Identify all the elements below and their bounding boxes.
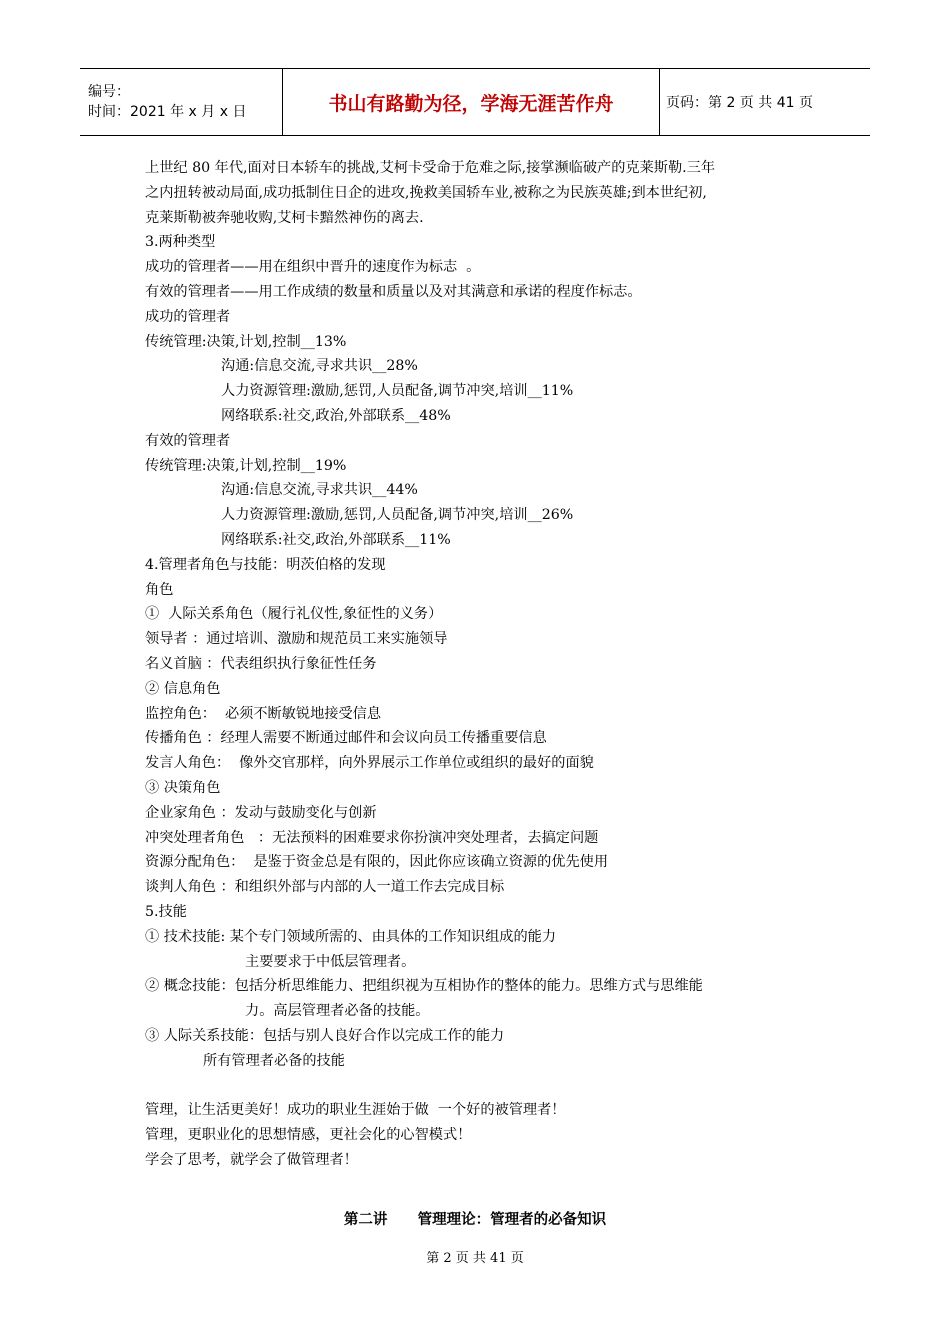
paragraph-line: 有效的管理者——用工作成绩的数量和质量以及对其满意和承诺的程度作标志。 xyxy=(145,283,642,300)
time-label: 时间：2021 年 x 月 x 日 xyxy=(88,104,247,120)
document-body xyxy=(145,156,825,1173)
paragraph-line: 学会了思考，就学会了做管理者！ xyxy=(145,1151,358,1168)
paragraph-line: 管理，更职业化的思想情感，更社会化的心智模式！ xyxy=(145,1127,472,1144)
list-item: 名义首脑 ：代表组织执行象征性任务 xyxy=(145,655,377,672)
lecture-heading: 第二讲 管理理论：管理者的必备知识 xyxy=(343,1212,607,1228)
list-item-continuation: 所有管理者必备的技能 xyxy=(203,1052,345,1069)
list-item: ③ 人际关系技能：包括与别人良好合作以完成工作的能力 xyxy=(145,1027,505,1044)
list-item: 人力资源管理:激励,惩罚,人员配备,调节冲突,培训__11% xyxy=(221,383,574,400)
list-item: 传统管理:决策,计划,控制__13% xyxy=(145,333,347,350)
list-item: 传统管理:决策,计划,控制__19% xyxy=(145,457,347,474)
list-item: ① 技术技能: 某个专门领域所需的、由具体的工作知识组成的能力 xyxy=(145,928,557,945)
page-header xyxy=(80,68,870,136)
list-item: ② 概念技能：包括分析思维能力、把组织视为互相协作的整体的能力。思维方式与思维能 xyxy=(145,978,703,995)
section-heading: 4.管理者角色与技能：明茨伯格的发现 xyxy=(145,556,386,573)
subheading: 有效的管理者 xyxy=(145,432,231,449)
list-item: 网络联系:社交,政治,外部联系__48% xyxy=(221,407,451,424)
list-item: ③ 决策角色 xyxy=(145,779,221,796)
paragraph-line: 克莱斯勒被奔驰收购,艾柯卡黯然神伤的离去. xyxy=(145,209,424,226)
paragraph-line: 上世纪 80 年代,面对日本轿车的挑战,艾柯卡受命于危难之际,接掌濒临破产的克莱斯勒.三年 xyxy=(145,160,716,176)
list-item: 传播角色 ：经理人需要不断通过邮件和会议向员工传播重要信息 xyxy=(145,730,547,747)
page-footer: 第 2 页 共 41 页 xyxy=(426,1251,524,1266)
list-item: 网络联系:社交,政治,外部联系__11% xyxy=(221,531,451,548)
motto-text: 书山有路勤为径，学海无涯苦作舟 xyxy=(328,92,614,115)
paragraph-line: 成功的管理者——用在组织中晋升的速度作为标志 。 xyxy=(145,259,481,276)
list-item: ① 人际关系角色（履行礼仪性,象征性的义务） xyxy=(145,606,443,623)
list-item: 冲突处理者角色 ：无法预料的困难要求你扮演冲突处理者，去搞定问题 xyxy=(145,829,599,846)
blank-line xyxy=(145,1073,825,1098)
list-item: 领导者 ：通过培训、激励和规范员工来实施领导 xyxy=(145,631,448,648)
subheading: 角色 xyxy=(145,581,174,598)
paragraph-line: 管理，让生活更美好！成功的职业生涯始于做 一个好的被管理者！ xyxy=(145,1102,566,1119)
subheading: 成功的管理者 xyxy=(145,308,231,325)
section-heading: 5.技能 xyxy=(145,903,187,920)
list-item: 资源分配角色： 是鉴于资金总是有限的，因此你应该确立资源的优先使用 xyxy=(145,854,609,871)
list-item: ② 信息角色 xyxy=(145,680,221,697)
header-page-info xyxy=(660,69,870,135)
header-meta xyxy=(80,69,282,135)
code-label: 编号： xyxy=(88,84,130,100)
list-item-continuation: 力。高层管理者必备的技能。 xyxy=(245,1003,430,1020)
list-item-continuation: 主要要求于中低层管理者。 xyxy=(245,953,416,970)
paragraph-line: 之内扭转被动局面,成功抵制住日企的进攻,挽救美国轿车业,被称之为民族英雄;到本世纪初, xyxy=(145,184,707,201)
page-info-text: 页码：第 2 页 共 41 页 xyxy=(666,95,813,111)
list-item: 发言人角色： 像外交官那样，向外界展示工作单位或组织的最好的面貌 xyxy=(145,755,594,772)
header-motto xyxy=(282,69,660,135)
section-heading: 3.两种类型 xyxy=(145,234,216,251)
list-item: 谈判人角色 ：和组织外部与内部的人一道工作去完成目标 xyxy=(145,879,505,896)
list-item: 监控角色： 必须不断敏锐地接受信息 xyxy=(145,705,382,722)
list-item: 沟通:信息交流,寻求共识__28% xyxy=(221,358,418,375)
list-item: 企业家角色 ：发动与鼓励变化与创新 xyxy=(145,804,377,821)
list-item: 沟通:信息交流,寻求共识__44% xyxy=(221,482,418,499)
list-item: 人力资源管理:激励,惩罚,人员配备,调节冲突,培训__26% xyxy=(221,507,574,524)
